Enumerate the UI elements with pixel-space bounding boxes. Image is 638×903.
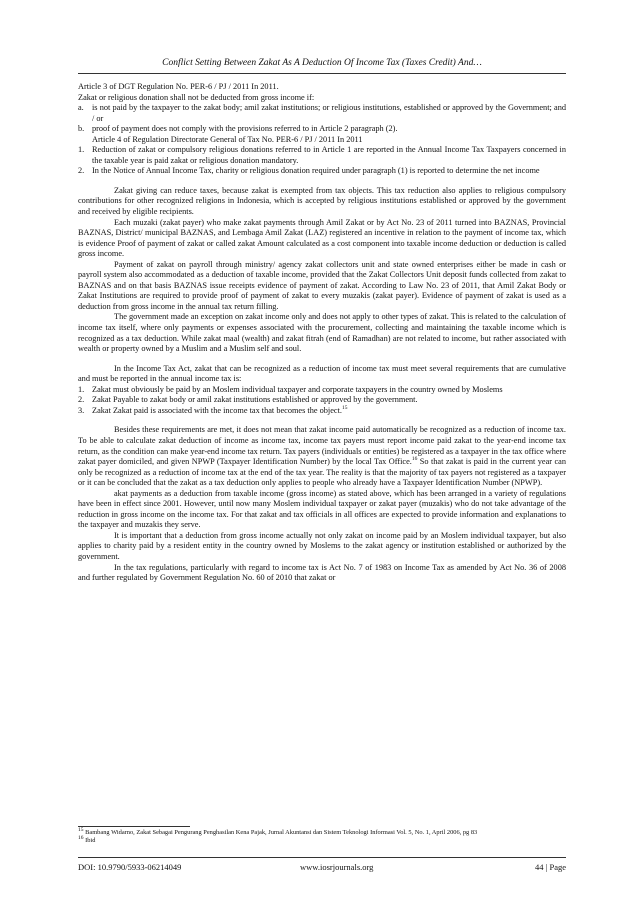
list-marker: 1. [78, 145, 85, 155]
list-marker: 3. [78, 405, 85, 415]
article-4-heading: Article 4 of Regulation Directorate General of Tax No. PER-6 / PJ / 2011 In 2011 [92, 134, 363, 144]
page-footer [78, 862, 566, 874]
footnotes [78, 826, 566, 845]
list-item [78, 124, 566, 145]
list-marker: b. [78, 124, 85, 134]
list-marker: a. [78, 103, 84, 113]
list-text: Zakat Payable to zakat body or amil zakat institutions established or approved by the government. [92, 395, 418, 405]
list-text [92, 406, 566, 417]
paragraph: Zakat giving can reduce taxes, because zakat is exempted from tax objects. This tax reduction also applies to religious compulsory contributions for other recognized religions in Indonesia, which is accepted by religious institutions established or approved by the government and received by eligible recipients. [78, 185, 566, 217]
footnote-15 [78, 826, 566, 837]
document-page [78, 0, 566, 903]
footnote-number: 15 [78, 826, 84, 833]
list-item [78, 385, 566, 396]
zakat-condition-intro: Zakat or religious donation shall not be deducted from gross income if: [78, 92, 315, 102]
footnote-rule [78, 826, 190, 827]
list-marker: 2. [78, 395, 85, 405]
page-number: 44 | Page [535, 862, 566, 872]
list-item [78, 103, 566, 124]
paragraph [78, 425, 566, 488]
footnote-number: 16 [78, 834, 84, 841]
paragraph: The government made an exception on zakat income only and does not apply to other types of zakat. This is related to the calculation of income tax itself, where only payments or expenses associated with the procurement, collecting and maintaining the taxable income which is recognized as a tax deduction. While zakat maal (wealth) and zakat fitrah (end of Ramadhan) are not related to income, but rather associated with wealth or property owned by a Muslim and a Muslim self and soul. [78, 312, 566, 354]
footnote-text: Ibid [83, 836, 96, 844]
list-text-line: Zakat Zakat paid is associated with the income tax that becomes the object. [92, 405, 342, 415]
paragraph-text: So that zakat is paid in the current year can only be recognized as a reduction of income tax at the end of the tax year. The reality is that the majority of tax payers not registered as a taxpayer or it can be concluded that the zakat as a tax deduction only applies to people who already have a Taxpayer Identification Number (NPWP). [78, 457, 567, 488]
paragraph: In the Income Tax Act, zakat that can be recognized as a reduction of income tax must meet several requirements that are cumulative and must be reported in the annual income tax is: [78, 363, 566, 384]
list-item [78, 395, 566, 406]
footnote-16 [78, 834, 566, 845]
list-item [78, 145, 566, 166]
list-text [92, 124, 566, 145]
footnote-ref-15[interactable]: 15 [341, 405, 348, 412]
list-text: In the Notice of Annual Income Tax, charity or religious donation required under paragraph (1) is reported to determine the net income [92, 166, 540, 176]
article-3-heading: Article 3 of DGT Regulation No. PER-6 / PJ / 2011 In 2011. [78, 82, 279, 91]
paragraph: Each muzaki (zakat payer) who make zakat payments through Amil Zakat or by Act No. 23 of 2011 turned into BAZNAS, Provincial BAZNAS, District/ municipal BAZNAS, and Lembaga Amil Zakat (LAZ) registered an incentive in relation to the payment of income tax, which is evidence Proof of payment of zakat or called zakat Amount calculated as a cost component into taxable income deduction or deduction is called gross income. [78, 217, 566, 259]
running-header: Conflict Setting Between Zakat As A Deduction Of Income Tax (Taxes Credit) And… [162, 58, 482, 68]
list-text: Reduction of zakat or compulsory religious donations referred to in Article 1 are reported in the Annual Income Tax Taxpayers concerned in the taxable year is paid zakat or religious donation mandatory. [92, 145, 566, 165]
paragraph: Payment of zakat on payroll through ministry/ agency zakat collectors unit and state owned enterprises either be made in cash or payroll system also accommodated as a deduction of taxable income, provided that the Zakat Collectors Unit deposit funds collected from zakat to BAZNAS and on that basis BAZNAS issue receipts evidence of payment of zakat. According to Law No. 23 of 2011, that Amil Zakat Body or Zakat Institutions are required to provide proof of payment of zakat to every muzakis (zakat payer). Evidence of payment of zakat is used as a deduction from gross income in the annual tax return filling. [78, 259, 566, 311]
list-text-line: proof of payment does not comply with the provisions referred to in Article 2 paragraph (2). [92, 124, 398, 134]
list-marker: 1. [78, 384, 85, 394]
footnote-ref-16[interactable]: 16 [411, 456, 418, 463]
body-text [78, 82, 566, 584]
footer-rule [78, 857, 566, 858]
journal-website-link[interactable]: www.iosrjournals.org [300, 862, 374, 872]
list-text: Zakat must obviously be paid by an Moslem individual taxpayer and corporate taxpayers in the country owned by Moslems [92, 384, 503, 394]
header-rule [78, 73, 566, 74]
list-text: is not paid by the taxpayer to the zakat body; amil zakat institutions; or religious institutions, established or approved by the Government; and / or [92, 103, 566, 123]
doi-label: DOI: 10.9790/5933-06214049 [78, 862, 182, 872]
list-marker: 2. [78, 166, 85, 176]
paragraph: akat payments as a deduction from taxable income (gross income) as stated above, which has been arranged in a variety of regulations have been in effect since 2001. However, until now many Moslem individual taxpayer or zakat payer (muzakis) who do not take advantage of the reduction in gross income on the income tax. For that zakat and tax officials in all offices are expected to provide information and explanations to the taxpayer and muzakis they serve. [78, 488, 566, 530]
paragraph: It is important that a deduction from gross income actually not only zakat on income paid by an Moslem individual taxpayer, but also applies to charity paid by a resident entity in the country owned by Moslems to the zakat agency or institution established or authorized by the government. [78, 530, 566, 561]
paragraph: In the tax regulations, particularly with regard to income tax is Act No. 7 of 1983 on Income Tax as amended by Act No. 36 of 2008 and further regulated by Government Regulation No. 60 of 2010 that zakat or [78, 562, 566, 583]
footnote-text: Bambang Widarno, Zakat Sebagai Pengurang Penghasilan Kena Pajak, Jurnal Akuntansi dan Sistem Teknologi Informasi Vol. 5, No. 1, April 2006, pg 83 [83, 829, 478, 836]
list-item [78, 406, 566, 417]
paragraph-text: Besides these requirements are met, it does not mean that zakat income paid automatically be recognized as a reduction of income tax. To be able to calculate zakat deduction of income as income tax, income tax payers must report income paid zakat to the year-end income tax return, as the condition can make year-end income tax return. Tax payers (individuals or entities) be registered as a taxpayer in the tax office where zakat payer domiciled, and given NPWP (Taxpayer Identification Number) by the local Tax Office. [78, 425, 566, 467]
list-item [78, 166, 566, 177]
